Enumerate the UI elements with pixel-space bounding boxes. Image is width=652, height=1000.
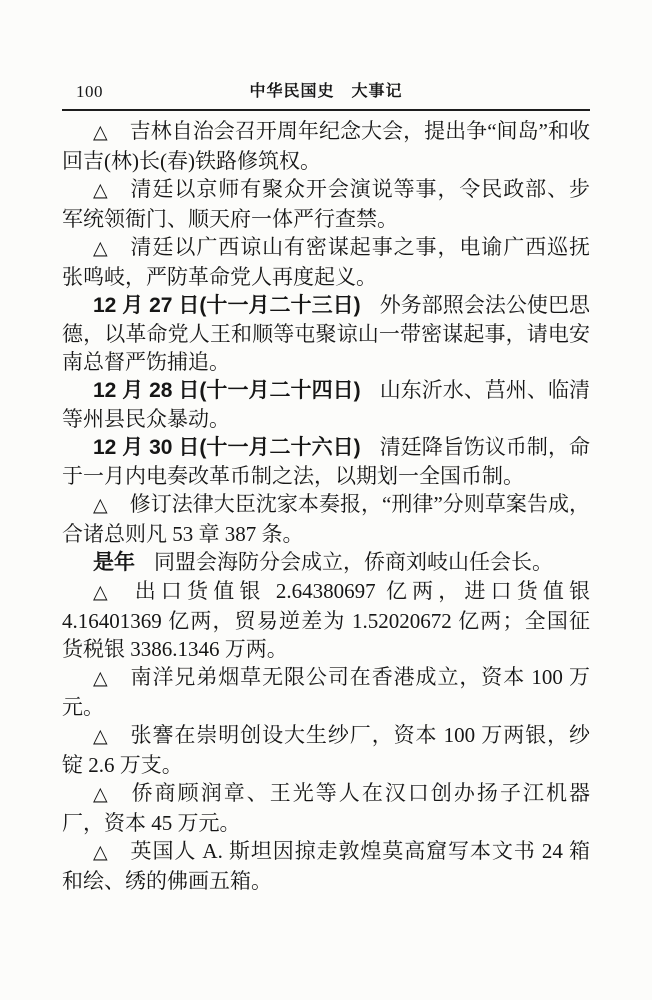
triangle-marker: △: [93, 582, 113, 603]
entry-date: 是年: [93, 551, 135, 574]
entry-text: 外务部照会法公使巴思德，以革命党人王和顺等屯聚谅山一带密谋起事，请电安南总督严饬捕追。: [62, 293, 590, 374]
header-rule: [62, 109, 590, 111]
chronicle-entry: [62, 117, 590, 175]
chronicle-entry: [62, 663, 590, 721]
entry-date: 12 月 27 日(十一月二十三日): [93, 294, 361, 317]
running-header: [62, 81, 590, 103]
running-head-title: 中华民国史 大事记: [249, 83, 403, 100]
chronicle-entry: [62, 779, 590, 837]
entry-text: 修订法律大臣沈家本奏报，“刑律”分则草案告成，合诸总则凡 53 章 387 条。: [62, 492, 590, 546]
entry-text: 山东沂水、莒州、临清等州县民众暴动。: [62, 378, 590, 431]
triangle-marker: △: [93, 726, 109, 747]
entry-text: 张謇在崇明创设大生纱厂，资本 100 万两银，纱锭 2.6 万支。: [62, 723, 590, 777]
chronicle-entry: [62, 291, 590, 376]
entry-text: 同盟会海防分会成立，侨商刘岐山任会长。: [154, 550, 553, 574]
chronicle-entry: [62, 175, 590, 233]
triangle-marker: △: [93, 180, 109, 201]
chronicle-entry: [62, 433, 590, 490]
triangle-marker: △: [93, 842, 109, 863]
entry-text: 出口货值银 2.64380697 亿两，进口货值银 4.16401369 亿两，贸易逆差为 1.52020672 亿两；全国征货税银 3386.1346 万两。: [62, 579, 590, 661]
chronicle-entry: [62, 548, 590, 577]
chronicle-entry: [62, 577, 590, 663]
page-number: 100: [76, 82, 103, 101]
entry-text: 清廷降旨饬议币制，命于一月内电奏改革币制之法，以期划一全国币制。: [62, 435, 590, 488]
triangle-marker: △: [93, 495, 108, 516]
entry-text: 吉林自治会召开周年纪念大会，提出争“间岛”和收回吉(林)长(春)铁路修筑权。: [62, 119, 590, 173]
entry-text: 南洋兄弟烟草无限公司在香港成立，资本 100 万元。: [62, 665, 590, 719]
entry-date: 12 月 28 日(十一月二十四日): [93, 379, 361, 402]
triangle-marker: △: [93, 668, 109, 689]
chronicle-entry: [62, 837, 590, 895]
triangle-marker: △: [93, 238, 109, 259]
chronicle-entry: [62, 490, 590, 548]
chronicle-entry: [62, 233, 590, 291]
chronicle-entry: [62, 376, 590, 433]
entry-text: 侨商顾润章、王光等人在汉口创办扬子江机器厂，资本 45 万元。: [62, 781, 590, 835]
chronicle-entry: [62, 721, 590, 779]
entry-date: 12 月 30 日(十一月二十六日): [93, 436, 361, 459]
entry-text: 英国人 A. 斯坦因掠走敦煌莫高窟写本文书 24 箱和绘、绣的佛画五箱。: [62, 839, 590, 893]
triangle-marker: △: [93, 122, 108, 143]
entry-text: 清廷以广西谅山有密谋起事之事，电谕广西巡抚张鸣岐，严防革命党人再度起义。: [62, 235, 590, 289]
triangle-marker: △: [93, 784, 110, 805]
entry-text: 清廷以京师有聚众开会演说等事，令民政部、步军统领衙门、顺天府一体严行查禁。: [62, 177, 590, 231]
page-content: [62, 117, 590, 895]
